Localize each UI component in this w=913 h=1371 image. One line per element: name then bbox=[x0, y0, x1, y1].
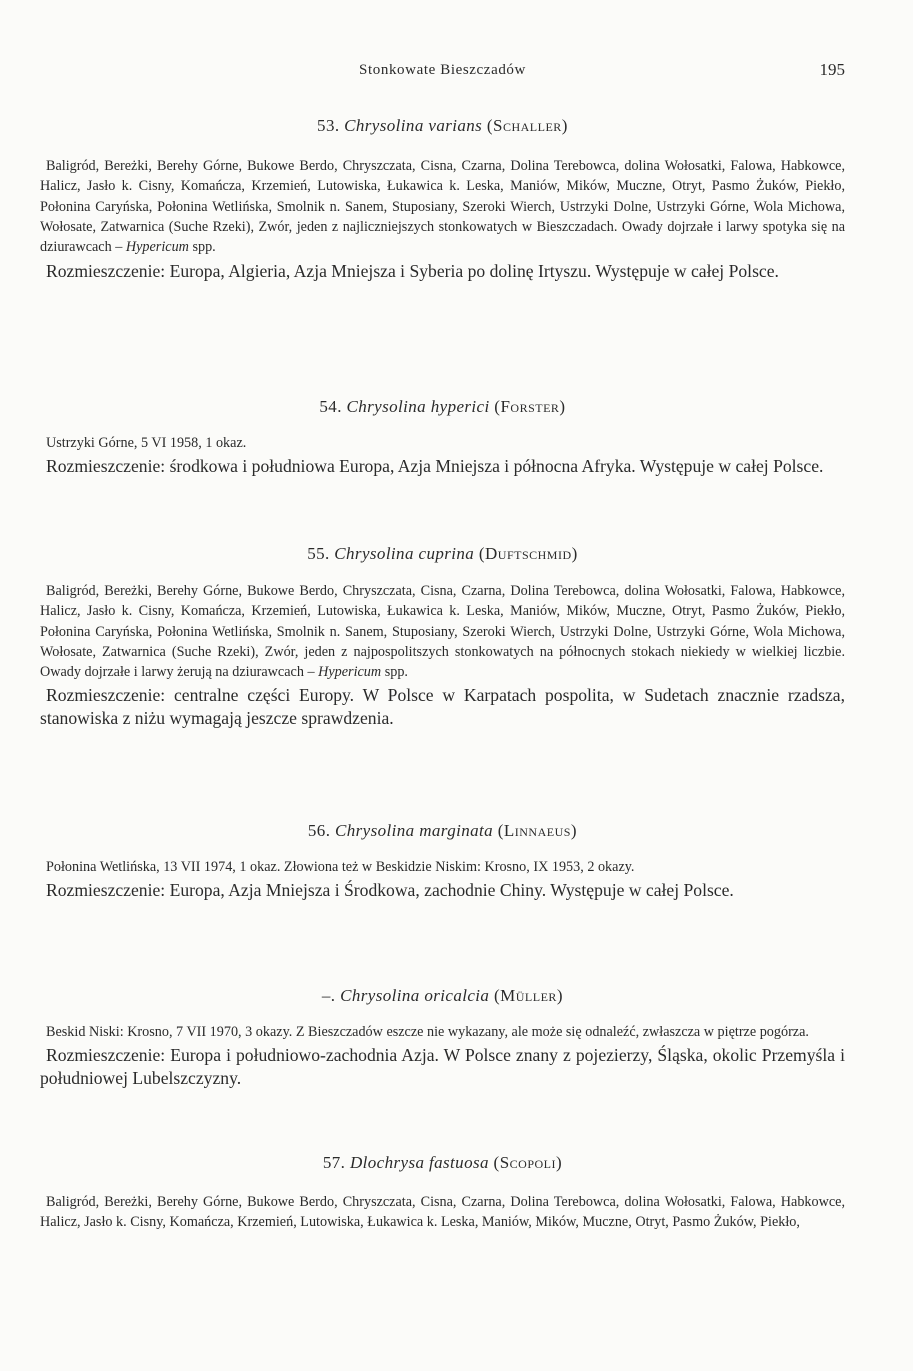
species-name: Chrysolina oricalcia bbox=[340, 986, 490, 1005]
species-entry bbox=[40, 821, 845, 902]
species-heading bbox=[40, 544, 845, 564]
page-header bbox=[40, 62, 845, 86]
species-number: 54. bbox=[319, 397, 342, 416]
species-name: Chrysolina cuprina bbox=[334, 544, 475, 563]
species-entry bbox=[40, 986, 845, 1090]
species-name: Dlochrysa fastuosa bbox=[349, 1153, 489, 1172]
page-number: 195 bbox=[819, 60, 845, 79]
species-heading bbox=[40, 821, 845, 841]
localities-paragraph: Baligród, Bereżki, Berehy Górne, Bukowe Berdo, Chryszczata, Cisna, Czarna, Dolina Terebowca, dolina Wołosatki, Falowa, Habkowce, Halicz, Jasło k. Cisny, Komańcza, Krzemień, Lutowiska, Łukawica k. Leska, Maniów, Mików, Muczne, Otryt, Pasmo Żuków, Piekło, Połonina Caryńska, Połonina Wetlińska, Smolnik n. Sanem, Stuposiany, Szeroki Wierch, Ustrzyki Dolne, Ustrzyki Górne, Wola Michowa, Wołosate, Zatwarnica (Suche Rzeki), Zwór, jeden z najliczniejszych stonkowatych w Bieszczadach. Owady dojrzałe i larwy spotyka się na dziurawcach – Hypericum spp. bbox=[40, 158, 845, 256]
running-title: Stonkowate Bieszczadów bbox=[359, 62, 526, 78]
distribution-paragraph: Rozmieszczenie: Europa, Azja Mniejsza i Środkowa, zachodnie Chiny. Występuje w całej Polsce. bbox=[46, 880, 734, 901]
page bbox=[40, 0, 845, 1371]
species-heading bbox=[40, 986, 845, 1006]
species-number: 57. bbox=[322, 1153, 346, 1172]
distribution-paragraph: Rozmieszczenie: Europa i południowo-zachodnia Azja. W Polsce znany z pojezierzy, Śląska, okolic Przemyśla i południowej Lubelszczyzny. bbox=[40, 1045, 845, 1089]
species-name: Chrysolina hyperici bbox=[346, 397, 490, 416]
species-author: (Schaller) bbox=[486, 116, 568, 135]
distribution-paragraph: Rozmieszczenie: środkowa i południowa Europa, Azja Mniejsza i północna Afryka. Występuje w całej Polsce. bbox=[46, 456, 824, 477]
species-author: (Müller) bbox=[493, 986, 564, 1005]
localities-paragraph: Baligród, Bereżki, Berehy Górne, Bukowe Berdo, Chryszczata, Cisna, Czarna, Dolina Terebowca, dolina Wołosatki, Falowa, Habkowce, Halicz, Jasło k. Cisny, Komańcza, Krzemień, Lutowiska, Łukawica k. Leska, Maniów, Mików, Muczne, Otryt, Pasmo Żuków, Piekło, bbox=[40, 1194, 845, 1231]
species-author: (Duftschmid) bbox=[478, 544, 578, 563]
localities-paragraph: Baligród, Bereżki, Berehy Górne, Bukowe Berdo, Chryszczata, Cisna, Czarna, Dolina Terebowca, dolina Wołosatki, Falowa, Habkowce, Halicz, Jasło k. Cisny, Komańcza, Krzemień, Lutowiska, Łukawica k. Leska, Maniów, Mików, Muczne, Otryt, Pasmo Żuków, Piekło, Połonina Caryńska, Połonina Wetlińska, Smolnik n. Sanem, Stuposiany, Szeroki Wierch, Ustrzyki Dolne, Ustrzyki Górne, Wola Michowa, Wołosate, Zatwarnica (Suche Rzeki), Zwór, jeden z najpospolitszych stonkowatych na północnych stokach niekiedy w wielkiej liczbie. Owady dojrzałe i larwy żerują na dziurawcach – Hypericum spp. bbox=[40, 583, 845, 681]
localities-paragraph: Beskid Niski: Krosno, 7 VII 1970, 3 okazy. Z Bieszczadów eszcze nie wykazany, ale może się odnaleźć, zwłaszcza w piętrze pogórza. bbox=[46, 1024, 809, 1040]
species-entry bbox=[40, 116, 845, 283]
distribution-paragraph: Rozmieszczenie: centralne części Europy. W Polsce w Karpatach pospolita, w Sudetach znacznie rzadsza, stanowiska z niżu wymagają jeszcze sprawdzenia. bbox=[40, 685, 845, 729]
species-author: (Forster) bbox=[494, 397, 566, 416]
species-number: –. bbox=[321, 986, 336, 1005]
species-name: Chrysolina varians bbox=[344, 116, 483, 135]
species-entry bbox=[40, 1153, 845, 1233]
species-heading bbox=[40, 397, 845, 417]
localities-paragraph: Połonina Wetlińska, 13 VII 1974, 1 okaz. Złowiona też w Beskidzie Niskim: Krosno, IX 1953, 2 okazy. bbox=[46, 859, 635, 875]
distribution-paragraph: Rozmieszczenie: Europa, Algieria, Azja Mniejsza i Syberia po dolinę Irtyszu. Występuje w całej Polsce. bbox=[46, 261, 779, 282]
species-name: Chrysolina marginata bbox=[335, 821, 494, 840]
localities-paragraph: Ustrzyki Górne, 5 VI 1958, 1 okaz. bbox=[46, 435, 247, 451]
species-entry bbox=[40, 544, 845, 730]
species-heading bbox=[40, 1153, 845, 1173]
species-author: (Linnaeus) bbox=[497, 821, 578, 840]
species-author: (Scopoli) bbox=[493, 1153, 563, 1172]
species-number: 53. bbox=[317, 116, 340, 135]
species-number: 56. bbox=[307, 821, 331, 840]
species-number: 55. bbox=[307, 544, 330, 563]
species-entry bbox=[40, 397, 845, 478]
species-heading bbox=[40, 116, 845, 136]
